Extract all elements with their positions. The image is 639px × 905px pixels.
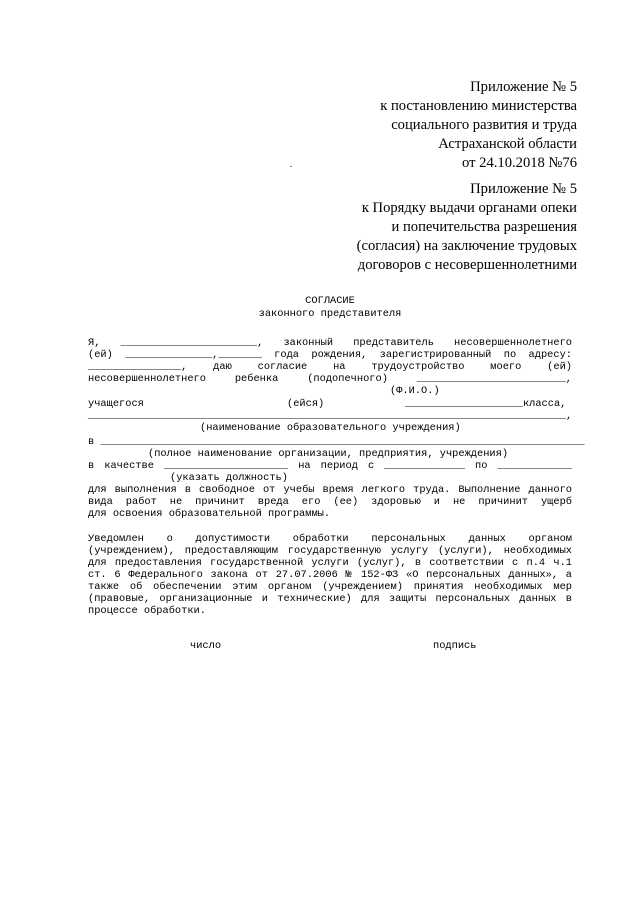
form-line-position-period: в качестве ____________________ на период с _____________ по ____________ <box>88 460 572 472</box>
annex-ministry-line: к постановлению министерства <box>380 98 577 114</box>
paragraph-line: процессе обработки. <box>88 605 206 617</box>
caption-organization: (полное наименование организации, предприятия, учреждения) <box>148 448 509 460</box>
annex-ministry-line: социального развития и труда <box>391 117 577 133</box>
form-line-child-name: несовершеннолетнего ребенка (подопечного) ________________________, <box>88 373 572 385</box>
annex-order-line: и попечительства разрешения <box>391 219 577 235</box>
paragraph-line: для выполнения в свободное от учебы время легкого труда. Выполнение данного <box>88 484 572 496</box>
signature-date-label: число <box>190 640 222 652</box>
annex-ministry-header <box>257 78 577 173</box>
form-line-student: учащегося <box>88 398 144 410</box>
paragraph-line: Уведомлен о допустимости обработки персональных данных органом <box>88 533 572 545</box>
annex-ministry-line: от 24.10.2018 №76 <box>462 155 577 171</box>
paragraph-line: (учреждением), предоставляющим государственную услугу (услуги), необходимых <box>88 545 572 557</box>
form-line-representative: Я, ______________________, законный представитель несовершеннолетнего <box>88 337 572 349</box>
form-subtitle: законного представителя <box>258 308 402 320</box>
paragraph-line: вида работ не причинит вреда его (ее) здоровью и не причинит ущерб <box>88 496 572 508</box>
annex-ministry-line: Приложение № 5 <box>470 79 577 95</box>
paragraph-line: ст. 6 Федерального закона от 27.07.2006 № 152-ФЗ «О персональных данных», а <box>88 569 572 581</box>
annex-order-line: к Порядку выдачи органами опеки <box>361 200 577 216</box>
form-line-birth-address: (ей) ______________,_______ года рождения, зарегистрированный по адресу: <box>88 349 572 361</box>
annex-order-line: договоров с несовершеннолетними <box>357 257 577 273</box>
paragraph-line: (правовые, организационные и технические) для защиты персональных данных в <box>88 593 572 605</box>
paragraph-line: для освоения образовательной программы. <box>88 508 331 520</box>
signature-sign-label: подпись <box>433 640 477 652</box>
form-line-class: ___________________класса, <box>405 398 567 410</box>
annex-ministry-line: Астраханской области <box>438 136 577 152</box>
paragraph-line: для предоставления государственной услуги (услуг), в соответствии с п.4 ч.1 <box>88 557 572 569</box>
form-title: СОГЛАСИЕ <box>305 295 355 307</box>
annex-order-line: Приложение № 5 <box>470 181 577 197</box>
scan-dot <box>290 166 292 167</box>
form-line-school-field: _____________________________________________________________________________, <box>88 410 573 422</box>
caption-school: (наименование образовательного учреждения) <box>200 422 461 434</box>
form-line-consent: _______________, даю согласие на трудоустройство моего (ей) <box>88 361 572 373</box>
caption-position: (указать должность) <box>170 472 288 484</box>
annex-order-header <box>257 180 577 275</box>
form-line-student-fem: (ейся) <box>287 398 325 410</box>
annex-order-line: (согласия) на заключение трудовых <box>356 238 577 254</box>
paragraph-line: также об обеспечении этим органом (учреждением) принятия необходимых мер <box>88 581 572 593</box>
form-line-organization-field: в ______________________________________________________________________________ <box>88 436 585 448</box>
caption-fio: (Ф.И.О.) <box>390 385 440 397</box>
